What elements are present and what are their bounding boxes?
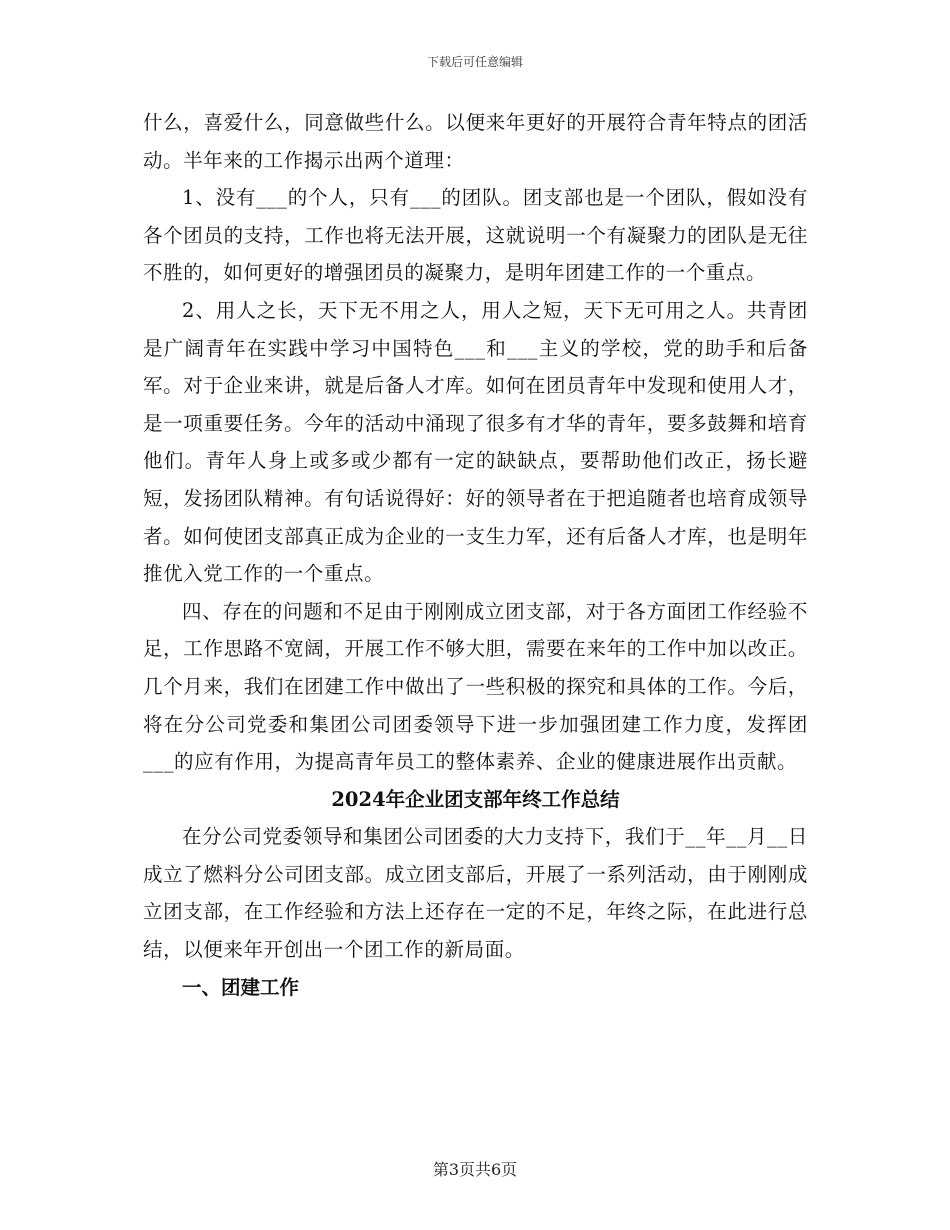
paragraph-intro: 在分公司党委领导和集团公司团委的大力支持下，我们于__年__月__日成立了燃料分公司团支部。成立团支部后，开展了一系列活动，由于刚刚成立团支部，在工作经验和方法上还存在一定的不足，年终之际，在此进行总结，以便来年开创出一个团工作的新局面。 [143, 825, 808, 962]
document-body [143, 104, 808, 1006]
section-heading: 一、团建工作 [182, 975, 300, 999]
header-note: 下载后可任意编辑 [426, 55, 523, 69]
paragraph-continuation: 什么，喜爱什么，同意做些什么。以便来年更好的开展符合青年特点的团活动。半年来的工作揭示出两个道理： [143, 111, 808, 172]
paragraph-point-1: 1、没有___的个人，只有___的团队。团支部也是一个团队，假如没有各个团员的支持，工作也将无法开展，这就说明一个有凝聚力的团队是无往不胜的，如何更好的增强团员的凝聚力，是明年团建工作的一个重点。 [143, 186, 808, 285]
document-title: 2024年企业团支部年终工作总结 [331, 787, 620, 811]
paragraph-point-2: 2、用人之长，天下无不用之人，用人之短，天下无可用之人。共青团是广阔青年在实践中学习中国特色___和___主义的学校，党的助手和后备军。对于企业来讲，就是后备人才库。如何在团员青年中发现和使用人才，是一项重要任务。今年的活动中涌现了很多有才华的青年，要多鼓舞和培育他们。青年人身上或多或少都有一定的缺缺点，要帮助他们改正，扬长避短，发扬团队精神。有句话说得好：好的领导者在于把追随者也培育成领导者。如何使团支部真正成为企业的一支生力军，还有后备人才库，也是明年推优入党工作的一个重点。 [143, 298, 808, 586]
page-number-footer: 第3页共6页 [432, 1160, 518, 1179]
paragraph-problems: 四、存在的问题和不足由于刚刚成立团支部，对于各方面团工作经验不足，工作思路不宽阔，开展工作不够大胆，需要在来年的工作中加以改正。几个月来，我们在团建工作中做出了一些积极的探究和具体的工作。今后，将在分公司党委和集团公司团委领导下进一步加强团建工作力度，发挥团___的应有作用，为提高青年员工的整体素养、企业的健康进展作出贡献。 [143, 599, 808, 774]
